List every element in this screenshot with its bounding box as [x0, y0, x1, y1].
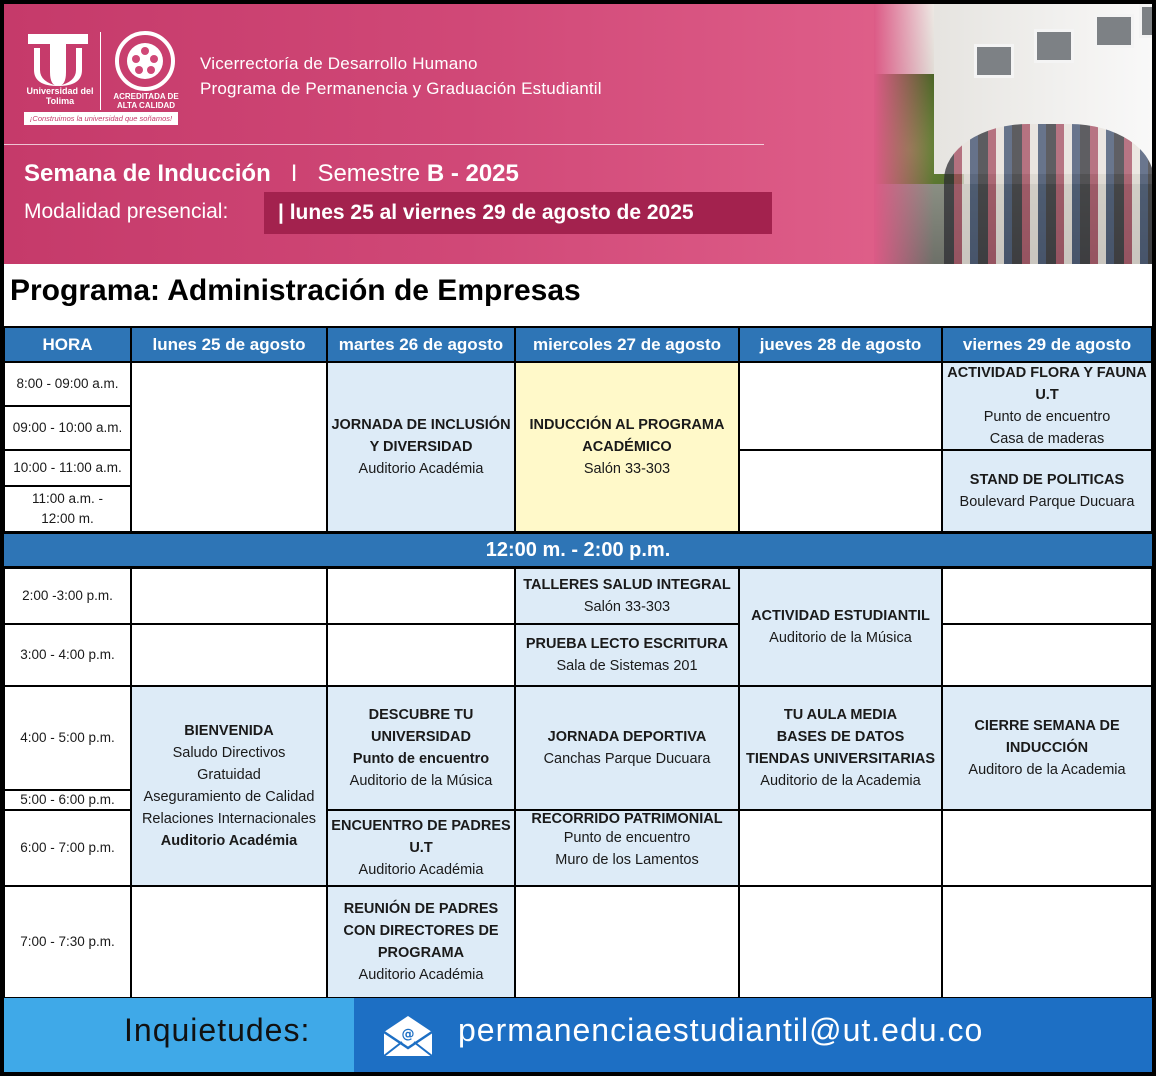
empty-cell	[942, 810, 1152, 886]
time-slot: 10:00 - 11:00 a.m.	[4, 450, 131, 486]
org-line-1: Vicerrectoría de Desarrollo Humano	[200, 54, 478, 73]
time-slot: 6:00 - 7:00 p.m.	[4, 810, 131, 886]
empty-cell	[327, 568, 515, 624]
empty-cell	[131, 568, 327, 624]
time-slot: 3:00 - 4:00 p.m.	[4, 624, 131, 686]
event-flora-fauna: ACTIVIDAD FLORA Y FAUNA U.T Punto de encuentro Casa de maderas	[942, 362, 1152, 450]
program-title: Programa: Administración de Empresas	[10, 274, 581, 307]
header-hora: HORA	[4, 326, 131, 362]
email-envelope-icon	[382, 1014, 434, 1058]
header-thursday: jueves 28 de agosto	[739, 326, 942, 362]
semester-value: B - 2025	[426, 160, 519, 187]
contact-email-link[interactable]: permanenciaestudiantil@ut.edu.co	[458, 1012, 984, 1048]
empty-cell	[739, 362, 942, 450]
event-cierre-semana: CIERRE SEMANA DE INDUCCIÓN Auditoro de la Academia	[942, 686, 1152, 810]
accreditation-seal-icon	[114, 30, 176, 92]
event-tu-aula-media: TU AULA MEDIA BASES DE DATOS TIENDAS UNIVERSITARIAS Auditorio de la Academia	[739, 686, 942, 810]
time-slot: 5:00 - 6:00 p.m.	[4, 790, 131, 810]
slogan: ¡Construimos la universidad que soñamos!	[24, 112, 178, 125]
event-recorrido-patrimonial: RECORRIDO PATRIMONIAL Punto de encuentro Muro de los Lamentos	[515, 810, 739, 886]
empty-cell	[739, 886, 942, 998]
event-inclusion: JORNADA DE INCLUSIÓN Y DIVERSIDAD Auditorio Académia	[327, 362, 515, 532]
noon-break: 12:00 m. - 2:00 p.m.	[4, 532, 1152, 568]
empty-cell	[327, 624, 515, 686]
empty-cell	[131, 362, 327, 532]
week-separator: I	[290, 160, 298, 187]
university-logo-icon	[26, 30, 90, 88]
event-prueba-lecto: PRUEBA LECTO ESCRITURA Sala de Sistemas 201	[515, 624, 739, 686]
empty-cell	[942, 568, 1152, 624]
event-encuentro-padres: ENCUENTRO DE PADRES U.T Auditorio Académia	[327, 810, 515, 886]
event-dates: | lunes 25 al viernes 29 de agosto de 2025	[264, 192, 772, 234]
header-banner	[4, 4, 1152, 264]
semester-label: Semestre	[317, 160, 421, 187]
svg-text:@: @	[401, 1027, 415, 1042]
university-logo-text: Universidad del Tolima	[26, 86, 94, 106]
logo-divider	[100, 32, 101, 110]
header-monday: lunes 25 de agosto	[131, 326, 327, 362]
modality-label: Modalidad presencial:	[24, 200, 229, 223]
event-induccion: INDUCCIÓN AL PROGRAMA ACADÉMICO Salón 33-303	[515, 362, 739, 532]
time-slot: 7:00 - 7:30 p.m.	[4, 886, 131, 998]
week-label: Semana de Inducción	[24, 160, 271, 187]
empty-cell	[131, 886, 327, 998]
org-line-2: Programa de Permanencia y Graduación Estudiantil	[200, 79, 602, 98]
event-descubre-universidad: DESCUBRE TU UNIVERSIDAD Punto de encuentro Auditorio de la Música	[327, 686, 515, 810]
time-slot: 8:00 - 09:00 a.m.	[4, 362, 131, 406]
empty-cell	[942, 886, 1152, 998]
event-bienvenida: BIENVENIDA Saludo Directivos Gratuidad Aseguramiento de Calidad Relaciones Internacionales Auditorio Académia	[131, 686, 327, 886]
header-wednesday: miercoles 27 de agosto	[515, 326, 739, 362]
empty-cell	[131, 624, 327, 686]
empty-cell	[942, 624, 1152, 686]
empty-cell	[739, 810, 942, 886]
footer-label: Inquietudes:	[124, 1012, 311, 1048]
event-talleres: TALLERES SALUD INTEGRAL Salón 33-303	[515, 568, 739, 624]
event-jornada-deportiva: JORNADA DEPORTIVA Canchas Parque Ducuara	[515, 686, 739, 810]
contact-footer	[4, 998, 1152, 1072]
header-tuesday: martes 26 de agosto	[327, 326, 515, 362]
accreditation-text: ACREDITADA DE ALTA CALIDAD	[113, 92, 179, 110]
event-stand-politicas: STAND DE POLITICAS Boulevard Parque Ducuara	[942, 450, 1152, 532]
page	[4, 4, 1152, 1072]
banner-photo	[874, 4, 1152, 264]
time-slot: 09:00 - 10:00 a.m.	[4, 406, 131, 450]
time-slot: 11:00 a.m. - 12:00 m.	[4, 486, 131, 532]
header-friday: viernes 29 de agosto	[942, 326, 1152, 362]
empty-cell	[739, 450, 942, 532]
week-title	[24, 160, 519, 188]
time-slot: 2:00 -3:00 p.m.	[4, 568, 131, 624]
time-slot: 4:00 - 5:00 p.m.	[4, 686, 131, 790]
event-actividad-estudiantil: ACTIVIDAD ESTUDIANTIL Auditorio de la Música	[739, 568, 942, 686]
event-reunion-padres: REUNIÓN DE PADRES CON DIRECTORES DE PROGRAMA Auditorio Académia	[327, 886, 515, 998]
empty-cell	[515, 886, 739, 998]
banner-divider	[4, 144, 764, 145]
